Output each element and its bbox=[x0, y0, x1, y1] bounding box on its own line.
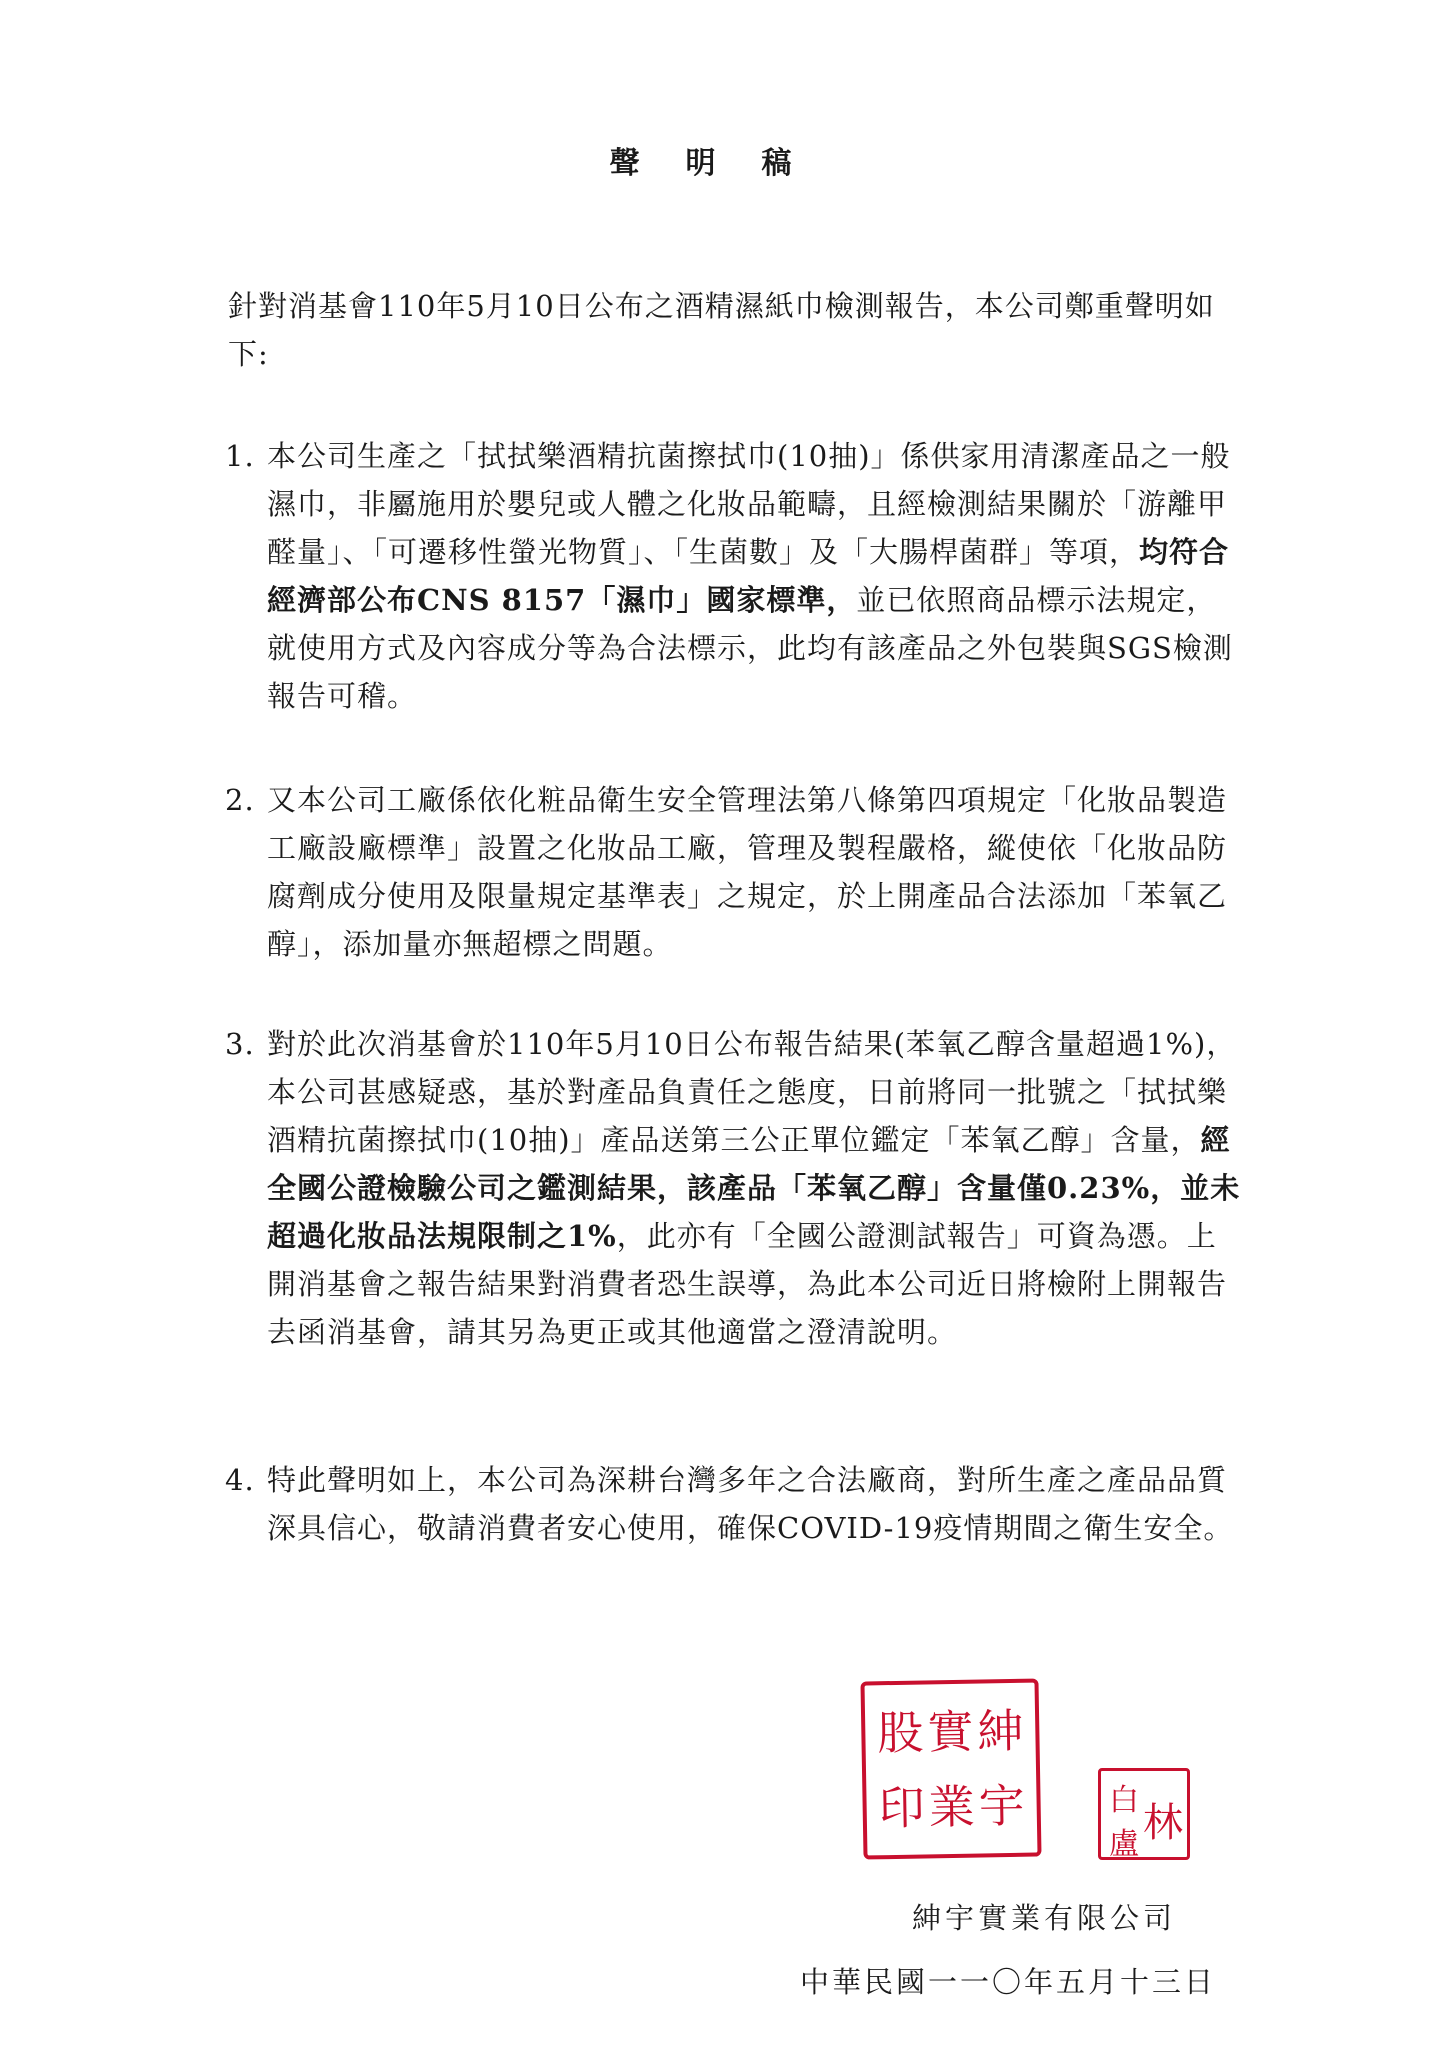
item-bold-text: 均符合經濟部公布CNS 8157「濕巾」國家標準， bbox=[267, 535, 1230, 617]
list-item-text bbox=[267, 432, 1245, 720]
list-item-3 bbox=[225, 1020, 1245, 1356]
list-number: 1. bbox=[225, 439, 255, 473]
item-text-part: 又本公司工廠係依化粧品衛生安全管理法第八條第四項規定「化妝品製造工廠設廠標準」設置之化妝品工廠，管理及製程嚴格，縱使依「化妝品防腐劑成分使用及限量規定基準表」之規定，於上開產品合法添加「苯氧乙醇」，添加量亦無超標之問題。 bbox=[267, 783, 1228, 961]
list-item-text bbox=[267, 1456, 1245, 1552]
statement-date: 中華民國一一〇年五月十三日 bbox=[800, 1965, 1217, 1999]
item-text-part: 並已依照商品標示法規定，就使用方式及內容成分等為合法標示，此均有該產品之外包裝與SGS檢測報告可稽。 bbox=[267, 583, 1233, 713]
list-number: 3. bbox=[225, 1027, 255, 1061]
item-text-part: 對於此次消基會於110年5月10日公布報告結果(苯氧乙醇含量超過1%)，本公司甚感疑惑，基於對產品負責任之態度，日前將同一批號之「拭拭樂酒精抗菌擦拭巾(10抽)」產品送第三公正單位鑑定「苯氧乙醇」含量， bbox=[267, 1027, 1237, 1157]
seal-char: 實 bbox=[926, 1704, 974, 1759]
seal-char: 印 bbox=[878, 1779, 926, 1835]
seal-char: 宇 bbox=[978, 1778, 1026, 1834]
list-item-4 bbox=[225, 1456, 1245, 1552]
seal-char: 白 bbox=[1109, 1783, 1139, 1818]
seal-char: 業 bbox=[928, 1779, 976, 1834]
seal-char: 股 bbox=[876, 1704, 924, 1760]
seal-char: 紳 bbox=[976, 1703, 1024, 1759]
item-text-part: 特此聲明如上，本公司為深耕台灣多年之合法廠商，對所生產之產品品質深具信心，敬請消費者安心使用，確保COVID-19疫情期間之衛生安全。 bbox=[267, 1463, 1234, 1545]
item-bold-text: 經全國公證檢驗公司之鑑測結果，該產品「苯氧乙醇」含量僅0.23%，並未超過化妝品法規限制之1% bbox=[267, 1123, 1241, 1253]
item-text-part: 本公司生產之「拭拭樂酒精抗菌擦拭巾(10抽)」係供家用清潔產品之一般濕巾，非屬施用於嬰兒或人體之化妝品範疇，且經檢測結果關於「游離甲醛量」、「可遷移性螢光物質」、「生菌數」及「大腸桿菌群」等項， bbox=[267, 439, 1231, 569]
company-seal bbox=[860, 1678, 1041, 1859]
company-name: 紳宇實業有限公司 bbox=[912, 1901, 1177, 1935]
seal-char: 盧 bbox=[1109, 1827, 1139, 1862]
list-number: 4. bbox=[225, 1463, 255, 1497]
item-text-part: ，此亦有「全國公證測試報告」可資為憑。上開消基會之報告結果對消費者恐生誤導，為此本公司近日將檢附上開報告去函消基會，請其另為更正或其他適當之澄清說明。 bbox=[267, 1219, 1228, 1349]
list-item-text bbox=[267, 1020, 1245, 1356]
representative-seal bbox=[1098, 1768, 1190, 1860]
intro-paragraph: 針對消基會110年5月10日公布之酒精濕紙巾檢測報告，本公司鄭重聲明如下: bbox=[228, 289, 1215, 371]
list-item-text bbox=[267, 776, 1245, 968]
list-item-1 bbox=[225, 432, 1245, 720]
list-item-2 bbox=[225, 776, 1245, 968]
seal-char: 林 bbox=[1143, 1799, 1183, 1846]
list-number: 2. bbox=[225, 783, 255, 817]
page-title: 聲明稿 bbox=[609, 146, 838, 181]
